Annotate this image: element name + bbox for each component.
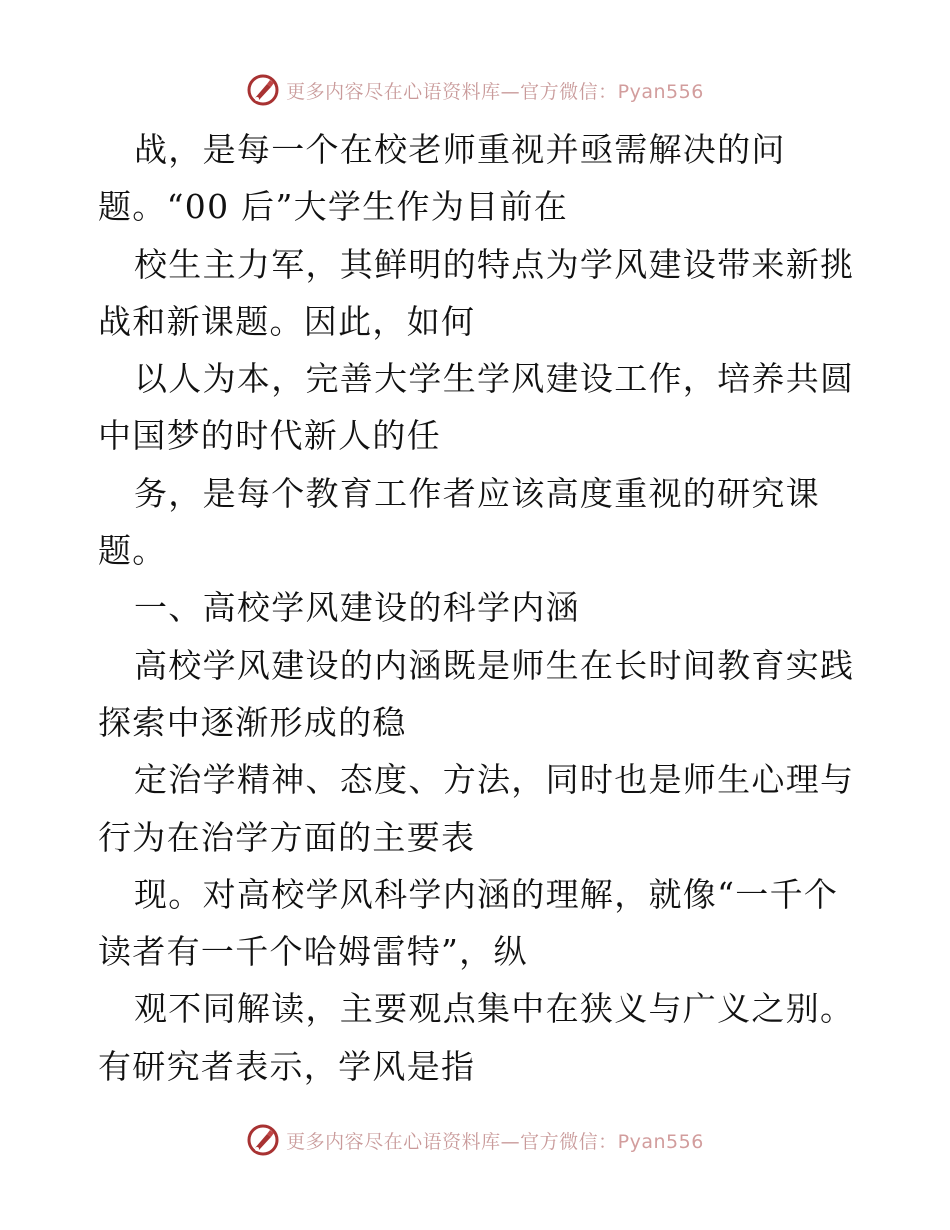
text-line: 探索中逐渐形成的稳 — [98, 702, 407, 742]
text-line: 定治学精神、态度、方法，同时也是师生心理与 — [134, 760, 855, 800]
text-line: 一、高校学风建设的科学内涵 — [134, 588, 580, 628]
header-watermark — [0, 70, 950, 110]
text-line: 读者有一千个哈姆雷特”，纵 — [98, 932, 528, 972]
text-line: 战和新课题。因此，如何 — [98, 301, 476, 341]
text-line: 现。对高校学风科学内涵的理解，就像“一千个 — [134, 874, 839, 914]
text-line: 高校学风建设的内涵既是师生在长时间教育实践 — [134, 645, 855, 685]
pen-circle-logo-icon — [246, 73, 280, 107]
text-line: 题。“00 后”大学生作为目前在 — [98, 187, 569, 227]
watermark-text: 更多内容尽在心语资料库—官方微信：Pyan556 — [286, 80, 704, 103]
text-line: 务，是每个教育工作者应该高度重视的研究课 — [134, 473, 820, 513]
text-line: 行为在治学方面的主要表 — [98, 817, 476, 857]
text-line: 有研究者表示，学风是指 — [98, 1046, 476, 1086]
text-line: 以人为本，完善大学生学风建设工作，培养共圆 — [134, 359, 855, 399]
watermark-text: 更多内容尽在心语资料库—官方微信：Pyan556 — [286, 1130, 704, 1153]
text-line: 战，是每一个在校老师重视并亟需解决的问 — [134, 130, 786, 169]
document-body — [98, 121, 858, 1095]
text-line: 观不同解读，主要观点集中在狭义与广义之别。 — [134, 989, 855, 1029]
text-line: 题。 — [98, 531, 167, 571]
text-line: 校生主力军，其鲜明的特点为学风建设带来新挑 — [134, 244, 855, 284]
footer-watermark — [0, 1120, 950, 1160]
pen-circle-logo-icon — [246, 1123, 280, 1157]
text-line: 中国梦的时代新人的任 — [98, 416, 441, 456]
